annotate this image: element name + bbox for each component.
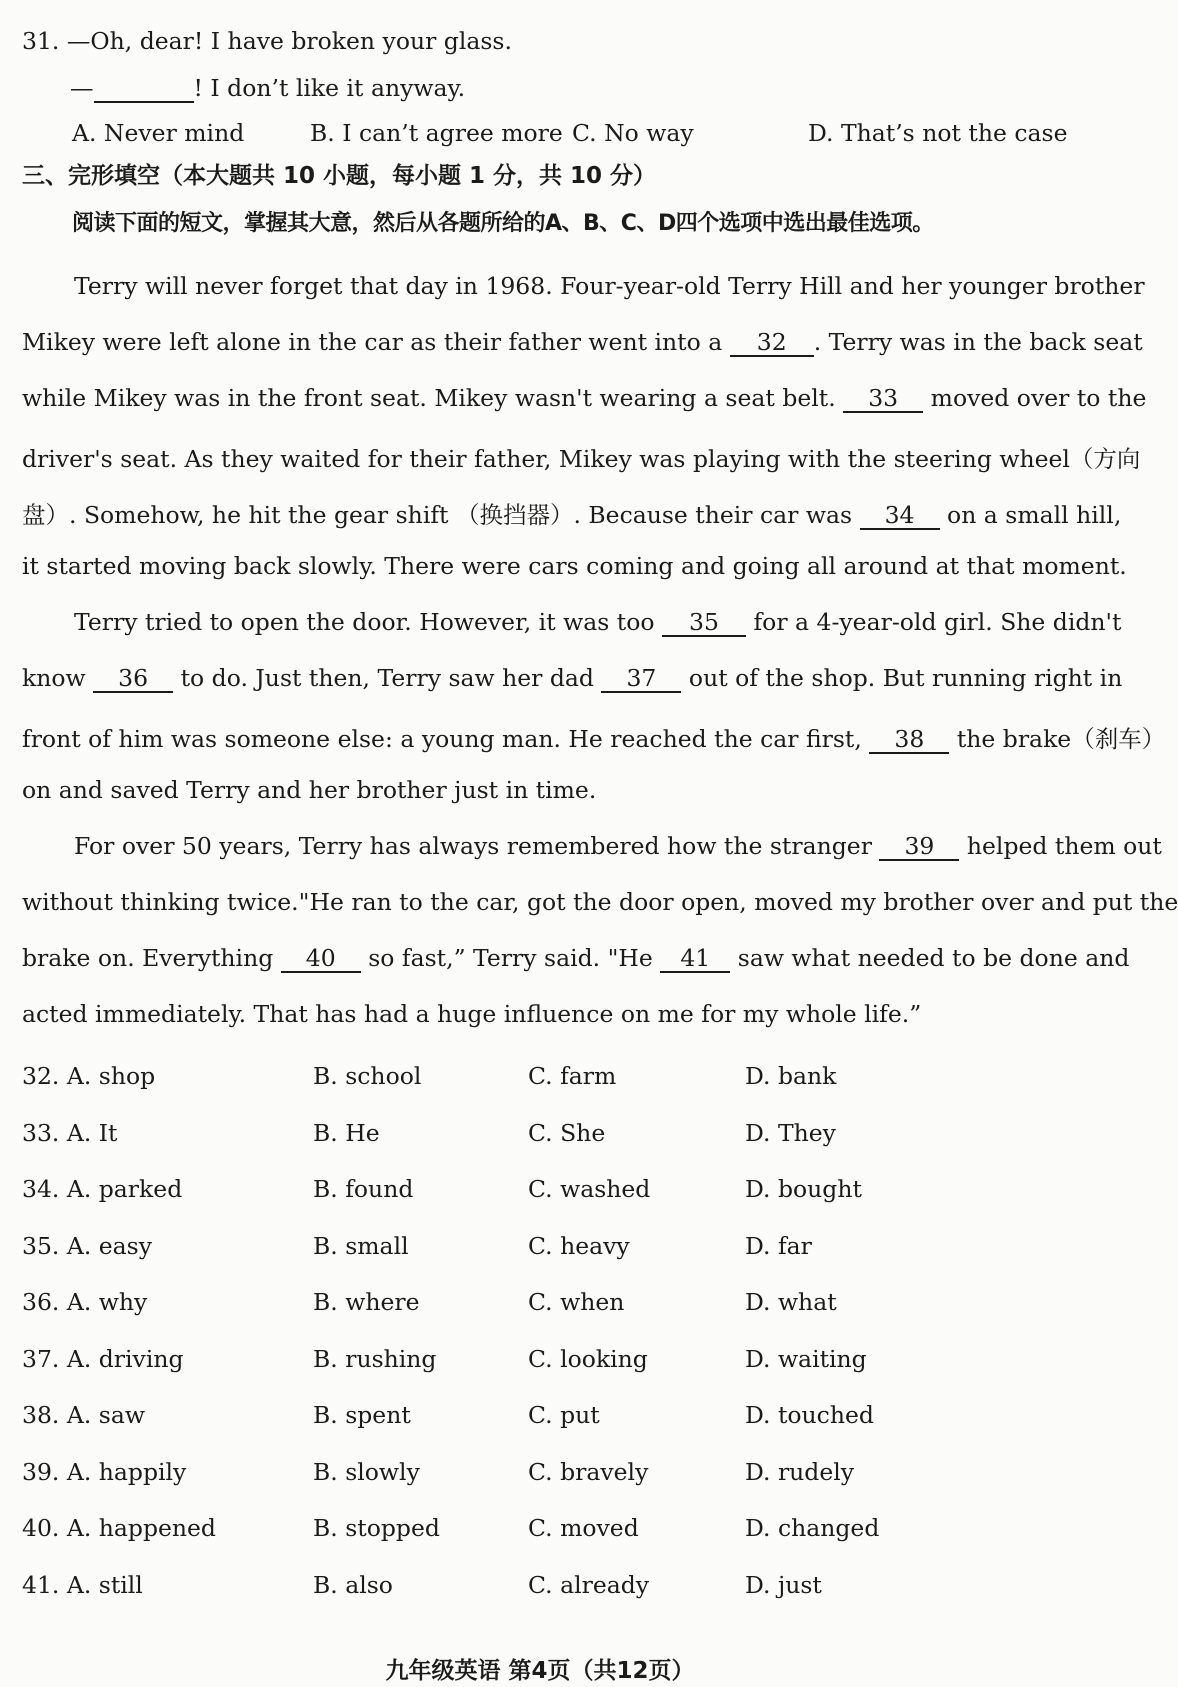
passage-p1-line1 xyxy=(22,272,1145,300)
passage-p1-line5 xyxy=(22,496,1122,530)
blank-32: 32 xyxy=(730,330,814,357)
option-a: 32. A. shop xyxy=(22,1062,156,1090)
option-b: B. rushing xyxy=(313,1344,437,1373)
passage-text: . Terry was in the back seat xyxy=(813,328,1143,356)
passage-text: to do. Just then, Terry saw her dad xyxy=(180,664,594,692)
q31-blank xyxy=(94,76,194,103)
option-c: C. moved xyxy=(528,1514,639,1542)
option-a: 39. A. happily xyxy=(22,1457,187,1486)
option-b: B. found xyxy=(313,1175,414,1203)
option-c: C. looking xyxy=(528,1344,648,1373)
passage-text: on a small hill, xyxy=(947,501,1122,529)
blank-37: 37 xyxy=(601,666,681,693)
passage-text: saw what needed to be done and xyxy=(737,944,1130,972)
passage-text: helped them out xyxy=(966,832,1162,860)
passage-text-group xyxy=(22,328,1143,357)
option-c: C. when xyxy=(528,1288,625,1316)
option-b: B. spent xyxy=(313,1401,411,1429)
option-b: B. He xyxy=(313,1118,380,1147)
passage-p1-line6 xyxy=(22,552,1127,580)
passage-text: the brake（刹车） xyxy=(956,725,1166,753)
option-d: D. far xyxy=(745,1231,812,1260)
page-footer: 九年级英语 第4页（共12页） xyxy=(385,1658,695,1684)
blank-34: 34 xyxy=(860,503,940,530)
blank-33: 33 xyxy=(843,386,923,413)
passage-p2-line1 xyxy=(22,608,1122,637)
option-c: C. washed xyxy=(528,1175,651,1203)
q31-prompt: —Oh, dear! I have broken your glass. xyxy=(66,27,512,55)
option-a: 36. A. why xyxy=(22,1288,148,1316)
blank-39: 39 xyxy=(879,834,959,861)
passage-text: so fast,” Terry said. "He xyxy=(368,944,653,972)
q31-option-b: B. I can’t agree more xyxy=(310,119,563,147)
passage-text: know xyxy=(22,664,86,692)
passage-p2-line3 xyxy=(22,720,1166,754)
passage-text: it started moving back slowly. There were cars coming and going all around at that moment. xyxy=(22,552,1127,580)
passage-text: 盘）. Somehow, he hit the gear shift （换挡器）. Because their car was xyxy=(22,501,853,529)
passage-p3-line3 xyxy=(22,944,1130,973)
q31-option-c: C. No way xyxy=(572,119,694,147)
passage-text: on and saved Terry and her brother just in time. xyxy=(22,776,597,804)
passage-text: For over 50 years, Terry has always remembered how the stranger xyxy=(74,832,872,860)
q31-option-d: D. That’s not the case xyxy=(808,119,1068,147)
section-heading: 三、完形填空（本大题共 10 小题，每小题 1 分，共 10 分） xyxy=(22,163,657,189)
q31-line2 xyxy=(70,76,1070,103)
option-a: 38. A. saw xyxy=(22,1401,145,1429)
passage-p3-line1 xyxy=(22,832,1162,861)
option-c: C. farm xyxy=(528,1062,617,1090)
blank-38: 38 xyxy=(869,727,949,754)
passage-text: while Mikey was in the front seat. Mikey wasn't wearing a seat belt. xyxy=(22,384,836,412)
passage-p2-line2 xyxy=(22,664,1123,693)
passage-text: front of him was someone else: a young man. He reached the car first, xyxy=(22,725,862,753)
option-c: C. put xyxy=(528,1401,600,1429)
option-b: B. also xyxy=(313,1570,393,1599)
passage-text: acted immediately. That has had a huge influence on me for my whole life.” xyxy=(22,1000,922,1028)
passage-text: Terry tried to open the door. However, it was too xyxy=(74,608,655,636)
option-d: D. bought xyxy=(745,1175,862,1203)
passage-p3-line2 xyxy=(22,888,1178,916)
option-b: B. small xyxy=(313,1231,409,1260)
option-a: 33. A. It xyxy=(22,1118,118,1147)
option-d: D. changed xyxy=(745,1514,880,1542)
option-b: B. stopped xyxy=(313,1514,440,1542)
option-b: B. where xyxy=(313,1288,420,1316)
section-instruction: 阅读下面的短文，掌握其大意，然后从各题所给的A、B、C、D四个选项中选出最佳选项。 xyxy=(72,211,934,236)
option-c: C. She xyxy=(528,1118,606,1147)
passage-p1-line3 xyxy=(22,384,1147,413)
option-d: D. rudely xyxy=(745,1457,855,1486)
passage-p1-line4 xyxy=(22,440,1141,474)
option-a: 41. A. still xyxy=(22,1570,143,1599)
q31-dash: — xyxy=(70,74,94,102)
option-a: 40. A. happened xyxy=(22,1514,216,1542)
blank-36: 36 xyxy=(93,666,173,693)
option-d: D. They xyxy=(745,1118,836,1147)
passage-text: driver's seat. As they waited for their father, Mikey was playing with the steering wheel（方向 xyxy=(22,445,1141,473)
option-d: D. what xyxy=(745,1288,837,1316)
passage-p1-line2 xyxy=(22,328,1143,357)
q31-option-a: A. Never mind xyxy=(72,119,245,147)
q31-line1 xyxy=(22,27,1070,55)
passage-text: Mikey were left alone in the car as their father went into a xyxy=(22,328,723,356)
option-d: D. touched xyxy=(745,1401,874,1429)
q31-number: 31. xyxy=(22,27,60,55)
option-d: D. waiting xyxy=(745,1344,867,1373)
passage-p2-line4 xyxy=(22,776,1048,804)
blank-40: 40 xyxy=(281,946,361,973)
blank-41: 41 xyxy=(660,946,730,973)
option-c: C. heavy xyxy=(528,1231,630,1260)
option-c: C. already xyxy=(528,1570,650,1599)
q31-reply: ! I don’t like it anyway. xyxy=(193,74,466,102)
option-a: 35. A. easy xyxy=(22,1231,153,1260)
option-c: C. bravely xyxy=(528,1457,649,1486)
option-b: B. school xyxy=(313,1062,422,1090)
passage-text: brake on. Everything xyxy=(22,944,274,972)
option-d: D. just xyxy=(745,1570,822,1599)
passage-text: moved over to the xyxy=(930,384,1147,412)
passage-text: for a 4-year-old girl. She didn't xyxy=(753,608,1122,636)
option-a: 37. A. driving xyxy=(22,1344,184,1373)
option-d: D. bank xyxy=(745,1062,837,1090)
blank-35: 35 xyxy=(662,610,746,637)
option-a: 34. A. parked xyxy=(22,1175,183,1203)
passage-text: without thinking twice."He ran to the car, got the door open, moved my brother over and put the xyxy=(22,888,1178,916)
option-b: B. slowly xyxy=(313,1457,420,1486)
passage-text: out of the shop. But running right in xyxy=(688,664,1123,692)
passage-text: Terry will never forget that day in 1968. Four-year-old Terry Hill and her younger brother xyxy=(74,272,1145,300)
passage-p3-line4 xyxy=(22,1000,1048,1028)
